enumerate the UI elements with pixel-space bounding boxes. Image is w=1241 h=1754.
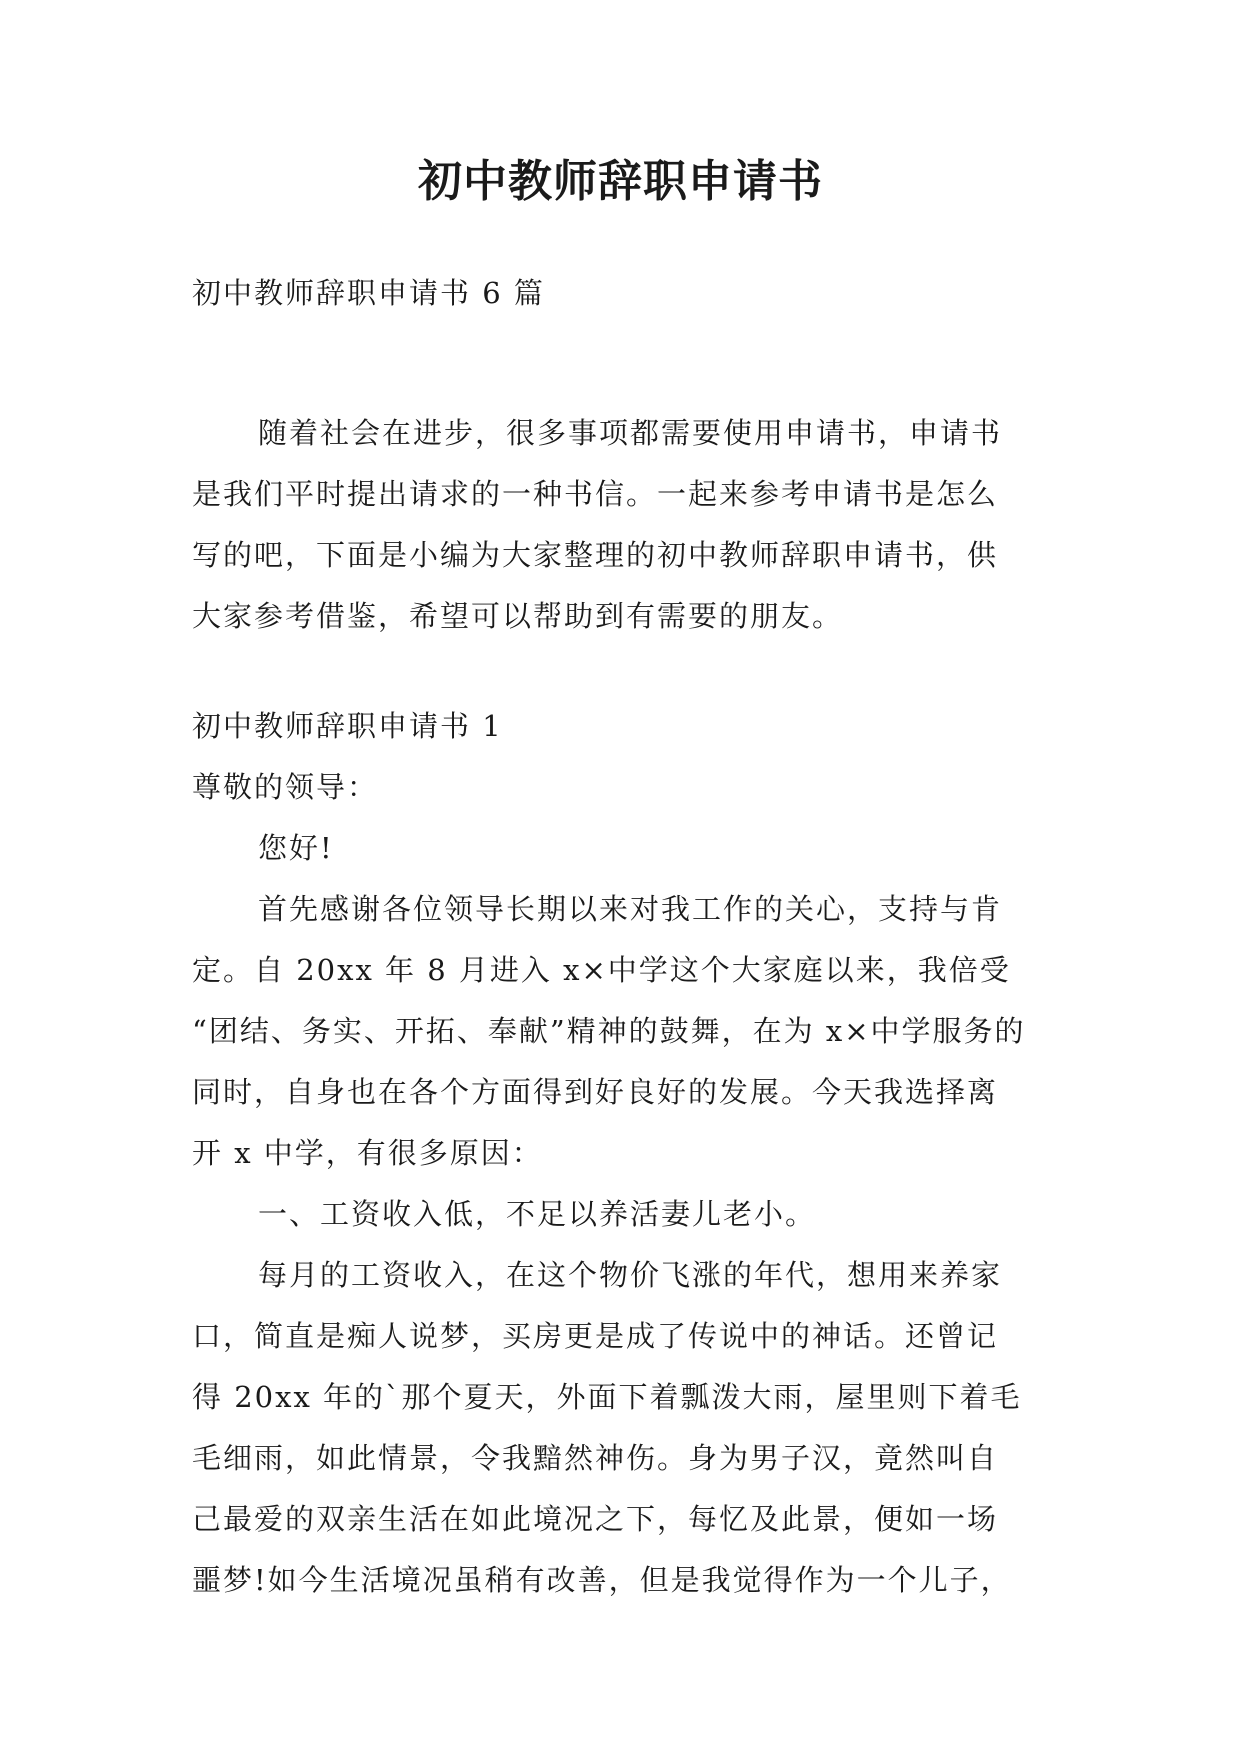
reason-heading: 一、工资收入低，不足以养活妻儿老小。: [258, 1197, 817, 1231]
intro-line: 是我们平时提出请求的一种书信。一起来参考申请书是怎么: [192, 477, 999, 511]
document-subtitle: [192, 263, 1062, 324]
letter-body: [192, 696, 1062, 1611]
paragraph2-line: 噩梦!如今生活境况虽稍有改善，但是我觉得作为一个儿子，: [192, 1563, 1012, 1597]
greeting: 您好!: [258, 831, 334, 865]
salutation: 尊敬的领导：: [192, 770, 379, 804]
paragraph1-line: 定。自 20xx 年 8 月进入 x×中学这个大家庭以来，我倍受: [192, 953, 1011, 987]
intro-line: 大家参考借鉴，希望可以帮助到有需要的朋友。: [192, 599, 844, 633]
intro-paragraph: [192, 403, 1062, 647]
paragraph1-line: 首先感谢各位领导长期以来对我工作的关心，支持与肯: [258, 892, 1003, 926]
paragraph1-line: 同时，自身也在各个方面得到好良好的发展。今天我选择离: [192, 1075, 999, 1109]
paragraph2-line: 每月的工资收入，在这个物价飞涨的年代，想用来养家: [258, 1258, 1003, 1292]
paragraph1-line: “团结、务实、开拓、奉献”精神的鼓舞，在为 x×中学服务的: [192, 1014, 1026, 1048]
intro-line: 写的吧，下面是小编为大家整理的初中教师辞职申请书，供: [192, 538, 999, 572]
paragraph2-line: 毛细雨，如此情景，令我黯然神伤。身为男子汉，竟然叫自: [192, 1441, 999, 1475]
paragraph1-line: 开 x 中学，有很多原因：: [192, 1136, 543, 1170]
subtitle-line: 初中教师辞职申请书 6 篇: [192, 276, 545, 310]
document-title: 初中教师辞职申请书: [418, 156, 823, 207]
paragraph2-line: 己最爱的双亲生活在如此境况之下，每忆及此景，便如一场: [192, 1502, 999, 1536]
paragraph2-line: 得 20xx 年的`那个夏天，外面下着瓢泼大雨，屋里则下着毛: [192, 1380, 1022, 1414]
letter-heading: 初中教师辞职申请书 1: [192, 709, 503, 743]
paragraph2-line: 口，简直是痴人说梦，买房更是成了传说中的神话。还曾记: [192, 1319, 999, 1353]
intro-line: 随着社会在进步，很多事项都需要使用申请书，申请书: [258, 416, 1003, 450]
